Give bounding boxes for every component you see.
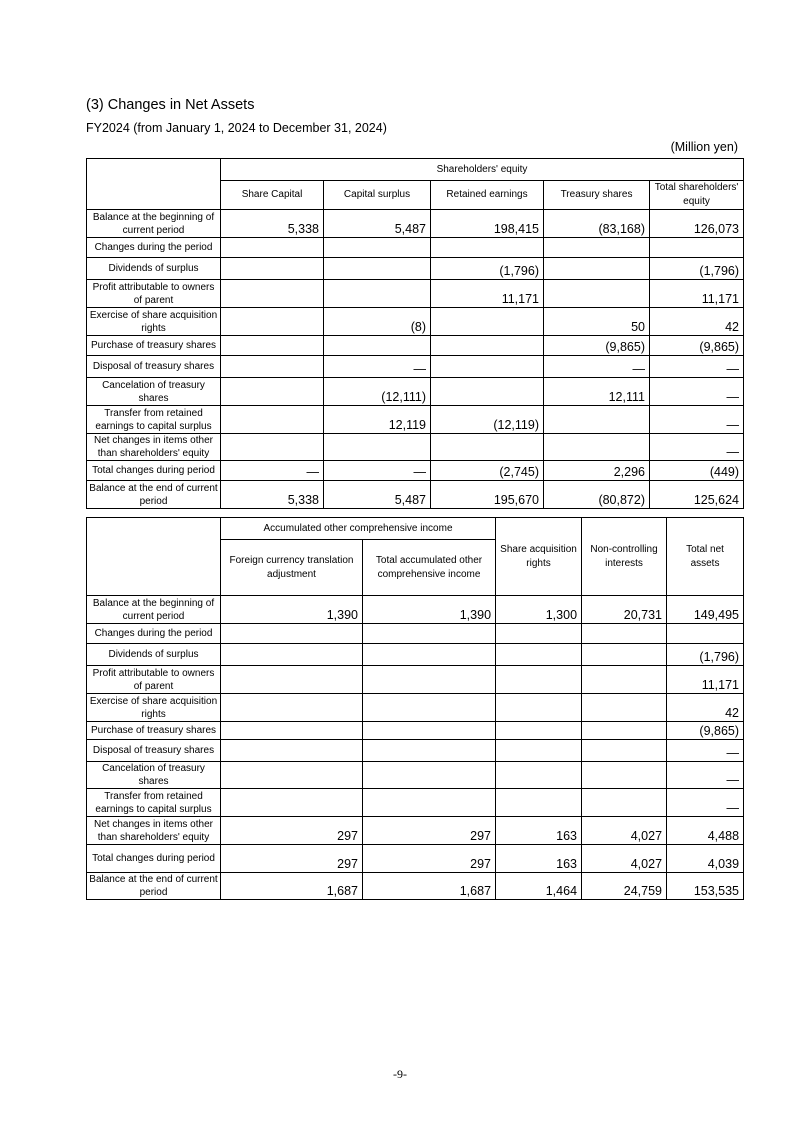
value-cell bbox=[582, 666, 667, 694]
table-row bbox=[87, 336, 744, 356]
value-cell bbox=[363, 666, 496, 694]
group-header: Shareholders' equity bbox=[221, 159, 744, 181]
value-cell: 20,731 bbox=[582, 596, 667, 624]
table-row bbox=[87, 644, 744, 666]
value-cell: (2,745) bbox=[431, 461, 544, 481]
value-cell: (449) bbox=[650, 461, 744, 481]
value-cell bbox=[431, 434, 544, 461]
value-cell: — bbox=[544, 356, 650, 378]
row-label: Profit attributable to owners of parent bbox=[87, 666, 221, 694]
value-cell: 198,415 bbox=[431, 210, 544, 238]
table-row bbox=[87, 238, 744, 258]
table-row bbox=[87, 740, 744, 762]
row-label: Dividends of surplus bbox=[87, 258, 221, 280]
value-cell bbox=[496, 722, 582, 740]
value-cell: (80,872) bbox=[544, 481, 650, 509]
value-cell bbox=[582, 722, 667, 740]
value-cell: 1,390 bbox=[221, 596, 363, 624]
value-cell: (12,111) bbox=[324, 378, 431, 406]
column-header: Retained earnings bbox=[431, 181, 544, 210]
row-label: Balance at the beginning of current period bbox=[87, 596, 221, 624]
row-label: Disposal of treasury shares bbox=[87, 740, 221, 762]
value-cell bbox=[496, 666, 582, 694]
value-cell bbox=[221, 258, 324, 280]
value-cell bbox=[363, 694, 496, 722]
value-cell bbox=[221, 336, 324, 356]
table-row bbox=[87, 789, 744, 817]
value-cell: 163 bbox=[496, 817, 582, 845]
value-cell bbox=[544, 406, 650, 434]
row-label: Purchase of treasury shares bbox=[87, 722, 221, 740]
value-cell bbox=[363, 789, 496, 817]
table-row bbox=[87, 461, 744, 481]
row-label: Transfer from retained earnings to capital surplus bbox=[87, 789, 221, 817]
value-cell: 1,464 bbox=[496, 873, 582, 900]
column-header: Total shareholders' equity bbox=[650, 181, 744, 210]
value-cell bbox=[324, 434, 431, 461]
value-cell bbox=[582, 740, 667, 762]
value-cell: — bbox=[221, 461, 324, 481]
value-cell bbox=[324, 238, 431, 258]
value-cell: 195,670 bbox=[431, 481, 544, 509]
row-label: Net changes in items other than shareholders' equity bbox=[87, 434, 221, 461]
section-title: (3) Changes in Net Assets bbox=[86, 97, 255, 113]
value-cell: — bbox=[667, 762, 744, 789]
row-label: Changes during the period bbox=[87, 624, 221, 644]
value-cell: 149,495 bbox=[667, 596, 744, 624]
row-label: Transfer from retained earnings to capital surplus bbox=[87, 406, 221, 434]
value-cell bbox=[221, 280, 324, 308]
value-cell: 1,390 bbox=[363, 596, 496, 624]
value-cell bbox=[544, 434, 650, 461]
value-cell bbox=[496, 644, 582, 666]
value-cell bbox=[221, 406, 324, 434]
value-cell: — bbox=[324, 461, 431, 481]
table-row bbox=[87, 378, 744, 406]
table-row bbox=[87, 596, 744, 624]
value-cell: (1,796) bbox=[667, 644, 744, 666]
table-row bbox=[87, 280, 744, 308]
table-row bbox=[87, 406, 744, 434]
net-assets-table bbox=[86, 517, 744, 900]
value-cell bbox=[363, 722, 496, 740]
column-header: Non-controlling interests bbox=[582, 518, 667, 596]
value-cell: (9,865) bbox=[544, 336, 650, 356]
value-cell bbox=[324, 280, 431, 308]
value-cell: (8) bbox=[324, 308, 431, 336]
row-label: Profit attributable to owners of parent bbox=[87, 280, 221, 308]
value-cell: 12,119 bbox=[324, 406, 431, 434]
value-cell bbox=[221, 762, 363, 789]
value-cell: (9,865) bbox=[667, 722, 744, 740]
value-cell: 5,338 bbox=[221, 210, 324, 238]
value-cell bbox=[221, 694, 363, 722]
table-row bbox=[87, 434, 744, 461]
value-cell: 4,027 bbox=[582, 845, 667, 873]
value-cell bbox=[582, 762, 667, 789]
table-row bbox=[87, 694, 744, 722]
table-row bbox=[87, 624, 744, 644]
table-row bbox=[87, 845, 744, 873]
value-cell: 163 bbox=[496, 845, 582, 873]
value-cell: — bbox=[667, 740, 744, 762]
value-cell bbox=[221, 624, 363, 644]
value-cell: (9,865) bbox=[650, 336, 744, 356]
value-cell: 11,171 bbox=[650, 280, 744, 308]
unit-label: (Million yen) bbox=[670, 140, 738, 154]
value-cell: 126,073 bbox=[650, 210, 744, 238]
value-cell bbox=[431, 336, 544, 356]
value-cell: 24,759 bbox=[582, 873, 667, 900]
value-cell: 297 bbox=[221, 817, 363, 845]
value-cell bbox=[221, 356, 324, 378]
period-subtitle: FY2024 (from January 1, 2024 to December 31, 2024) bbox=[86, 121, 387, 135]
row-label: Total changes during period bbox=[87, 461, 221, 481]
row-label: Cancelation of treasury shares bbox=[87, 378, 221, 406]
column-header: Total accumulated other comprehensive income bbox=[363, 540, 496, 596]
value-cell bbox=[496, 789, 582, 817]
value-cell: 12,111 bbox=[544, 378, 650, 406]
value-cell bbox=[221, 666, 363, 694]
value-cell: — bbox=[650, 406, 744, 434]
value-cell: 11,171 bbox=[431, 280, 544, 308]
column-header: Share Capital bbox=[221, 181, 324, 210]
value-cell: — bbox=[650, 378, 744, 406]
value-cell bbox=[431, 308, 544, 336]
value-cell: 297 bbox=[363, 845, 496, 873]
column-header: Treasury shares bbox=[544, 181, 650, 210]
table-row bbox=[87, 481, 744, 509]
value-cell: (1,796) bbox=[431, 258, 544, 280]
value-cell bbox=[431, 378, 544, 406]
table-row bbox=[87, 666, 744, 694]
table-row bbox=[87, 762, 744, 789]
value-cell bbox=[363, 740, 496, 762]
value-cell bbox=[324, 258, 431, 280]
value-cell bbox=[582, 694, 667, 722]
value-cell: (1,796) bbox=[650, 258, 744, 280]
value-cell: 1,687 bbox=[221, 873, 363, 900]
row-label: Disposal of treasury shares bbox=[87, 356, 221, 378]
row-label: Balance at the end of current period bbox=[87, 481, 221, 509]
value-cell: 1,687 bbox=[363, 873, 496, 900]
value-cell bbox=[582, 624, 667, 644]
value-cell: 153,535 bbox=[667, 873, 744, 900]
value-cell: 11,171 bbox=[667, 666, 744, 694]
row-label: Cancelation of treasury shares bbox=[87, 762, 221, 789]
value-cell: 297 bbox=[363, 817, 496, 845]
value-cell: 50 bbox=[544, 308, 650, 336]
page-number: -9- bbox=[393, 1067, 407, 1081]
value-cell bbox=[544, 238, 650, 258]
value-cell bbox=[496, 694, 582, 722]
value-cell bbox=[544, 280, 650, 308]
row-label: Balance at the end of current period bbox=[87, 873, 221, 900]
value-cell bbox=[221, 789, 363, 817]
value-cell: 297 bbox=[221, 845, 363, 873]
value-cell: 5,338 bbox=[221, 481, 324, 509]
value-cell: 5,487 bbox=[324, 210, 431, 238]
value-cell bbox=[363, 644, 496, 666]
group-header: Accumulated other comprehensive income bbox=[221, 518, 496, 540]
corner-cell bbox=[87, 518, 221, 596]
value-cell: 42 bbox=[667, 694, 744, 722]
value-cell: 1,300 bbox=[496, 596, 582, 624]
column-header: Total net assets bbox=[667, 518, 744, 596]
value-cell bbox=[221, 722, 363, 740]
value-cell bbox=[221, 434, 324, 461]
row-label: Purchase of treasury shares bbox=[87, 336, 221, 356]
value-cell: (12,119) bbox=[431, 406, 544, 434]
value-cell: 4,488 bbox=[667, 817, 744, 845]
value-cell bbox=[221, 378, 324, 406]
value-cell bbox=[221, 740, 363, 762]
value-cell bbox=[582, 644, 667, 666]
table-row bbox=[87, 356, 744, 378]
table-row bbox=[87, 817, 744, 845]
value-cell: — bbox=[324, 356, 431, 378]
value-cell: 5,487 bbox=[324, 481, 431, 509]
row-label: Dividends of surplus bbox=[87, 644, 221, 666]
value-cell: — bbox=[650, 434, 744, 461]
value-cell bbox=[363, 762, 496, 789]
value-cell: 4,027 bbox=[582, 817, 667, 845]
value-cell bbox=[431, 356, 544, 378]
row-label: Balance at the beginning of current period bbox=[87, 210, 221, 238]
value-cell bbox=[496, 740, 582, 762]
value-cell bbox=[496, 762, 582, 789]
value-cell: (83,168) bbox=[544, 210, 650, 238]
value-cell bbox=[431, 238, 544, 258]
value-cell bbox=[496, 624, 582, 644]
column-header: Foreign currency translation adjustment bbox=[221, 540, 363, 596]
value-cell bbox=[650, 238, 744, 258]
value-cell: — bbox=[650, 356, 744, 378]
value-cell bbox=[582, 789, 667, 817]
value-cell bbox=[221, 238, 324, 258]
corner-cell bbox=[87, 159, 221, 210]
value-cell: 125,624 bbox=[650, 481, 744, 509]
value-cell bbox=[221, 644, 363, 666]
table-row bbox=[87, 258, 744, 280]
row-label: Total changes during period bbox=[87, 845, 221, 873]
value-cell: — bbox=[667, 789, 744, 817]
shareholders-equity-table bbox=[86, 158, 744, 509]
row-label: Exercise of share acquisition rights bbox=[87, 694, 221, 722]
value-cell: 42 bbox=[650, 308, 744, 336]
value-cell bbox=[324, 336, 431, 356]
value-cell bbox=[544, 258, 650, 280]
value-cell: 2,296 bbox=[544, 461, 650, 481]
table-row bbox=[87, 722, 744, 740]
value-cell bbox=[667, 624, 744, 644]
value-cell bbox=[221, 308, 324, 336]
table-row bbox=[87, 210, 744, 238]
table-row bbox=[87, 873, 744, 900]
row-label: Net changes in items other than shareholders' equity bbox=[87, 817, 221, 845]
column-header: Share acquisition rights bbox=[496, 518, 582, 596]
row-label: Changes during the period bbox=[87, 238, 221, 258]
row-label: Exercise of share acquisition rights bbox=[87, 308, 221, 336]
table-row bbox=[87, 308, 744, 336]
value-cell bbox=[363, 624, 496, 644]
value-cell: 4,039 bbox=[667, 845, 744, 873]
column-header: Capital surplus bbox=[324, 181, 431, 210]
